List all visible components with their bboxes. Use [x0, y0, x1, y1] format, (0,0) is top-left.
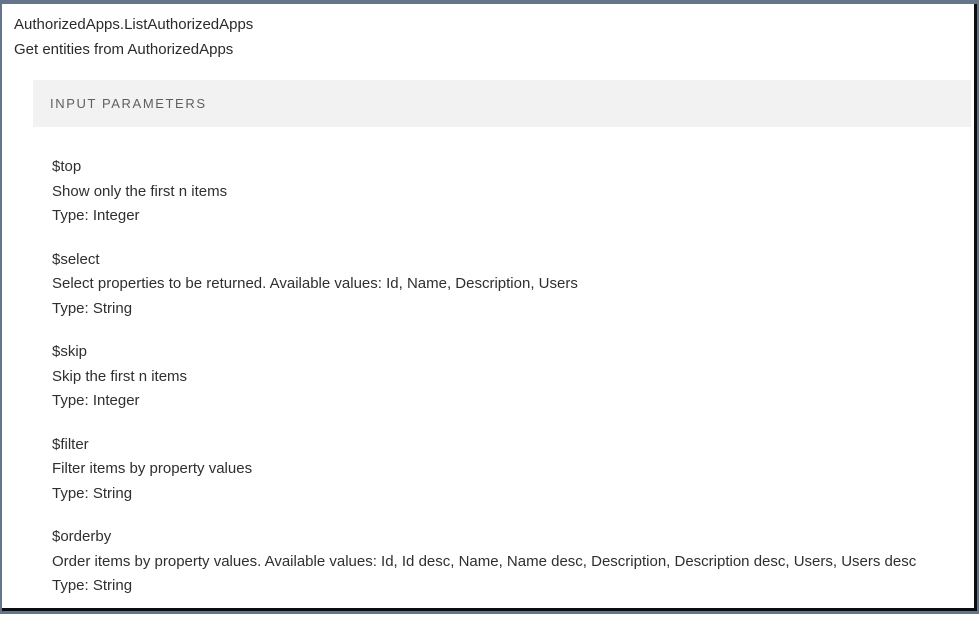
parameters-list — [0, 127, 979, 618]
parameter-description: Order items by property values. Available values: Id, Id desc, Name, Name desc, Description, Description desc, Users, Users desc — [52, 552, 917, 570]
parameter-type: Type: String — [52, 299, 133, 317]
parameter-description: Skip the first n items — [52, 367, 188, 385]
parameter-description: Select properties to be returned. Available values: Id, Name, Description, Users — [52, 275, 578, 292]
parameter-name: $top — [52, 158, 82, 175]
page-subtitle: Get entities from AuthorizedApps — [14, 41, 234, 58]
parameter-item-skip — [52, 340, 973, 414]
page-title: AuthorizedApps.ListAuthorizedApps — [14, 16, 254, 33]
parameter-name: $skip — [52, 343, 88, 360]
parameter-description: Show only the first n items — [52, 182, 228, 200]
parameter-type: Type: Integer — [52, 392, 140, 409]
parameter-item-top — [52, 155, 973, 229]
parameter-type: Type: String — [52, 484, 133, 502]
parameter-item-orderby — [52, 525, 973, 599]
parameter-type: Type: String — [52, 577, 133, 594]
parameter-type: Type: Integer — [52, 207, 140, 224]
parameter-description: Filter items by property values — [52, 460, 253, 477]
operation-header — [0, 0, 979, 62]
input-parameters-header-label: INPUT PARAMETERS — [50, 96, 207, 111]
parameter-name: $select — [52, 250, 100, 268]
parameter-name: $filter — [52, 435, 89, 453]
parameter-item-filter — [52, 433, 973, 507]
input-parameters-header-bar — [33, 80, 971, 127]
parameter-name: $orderby — [52, 528, 112, 545]
parameter-item-select — [52, 248, 973, 322]
